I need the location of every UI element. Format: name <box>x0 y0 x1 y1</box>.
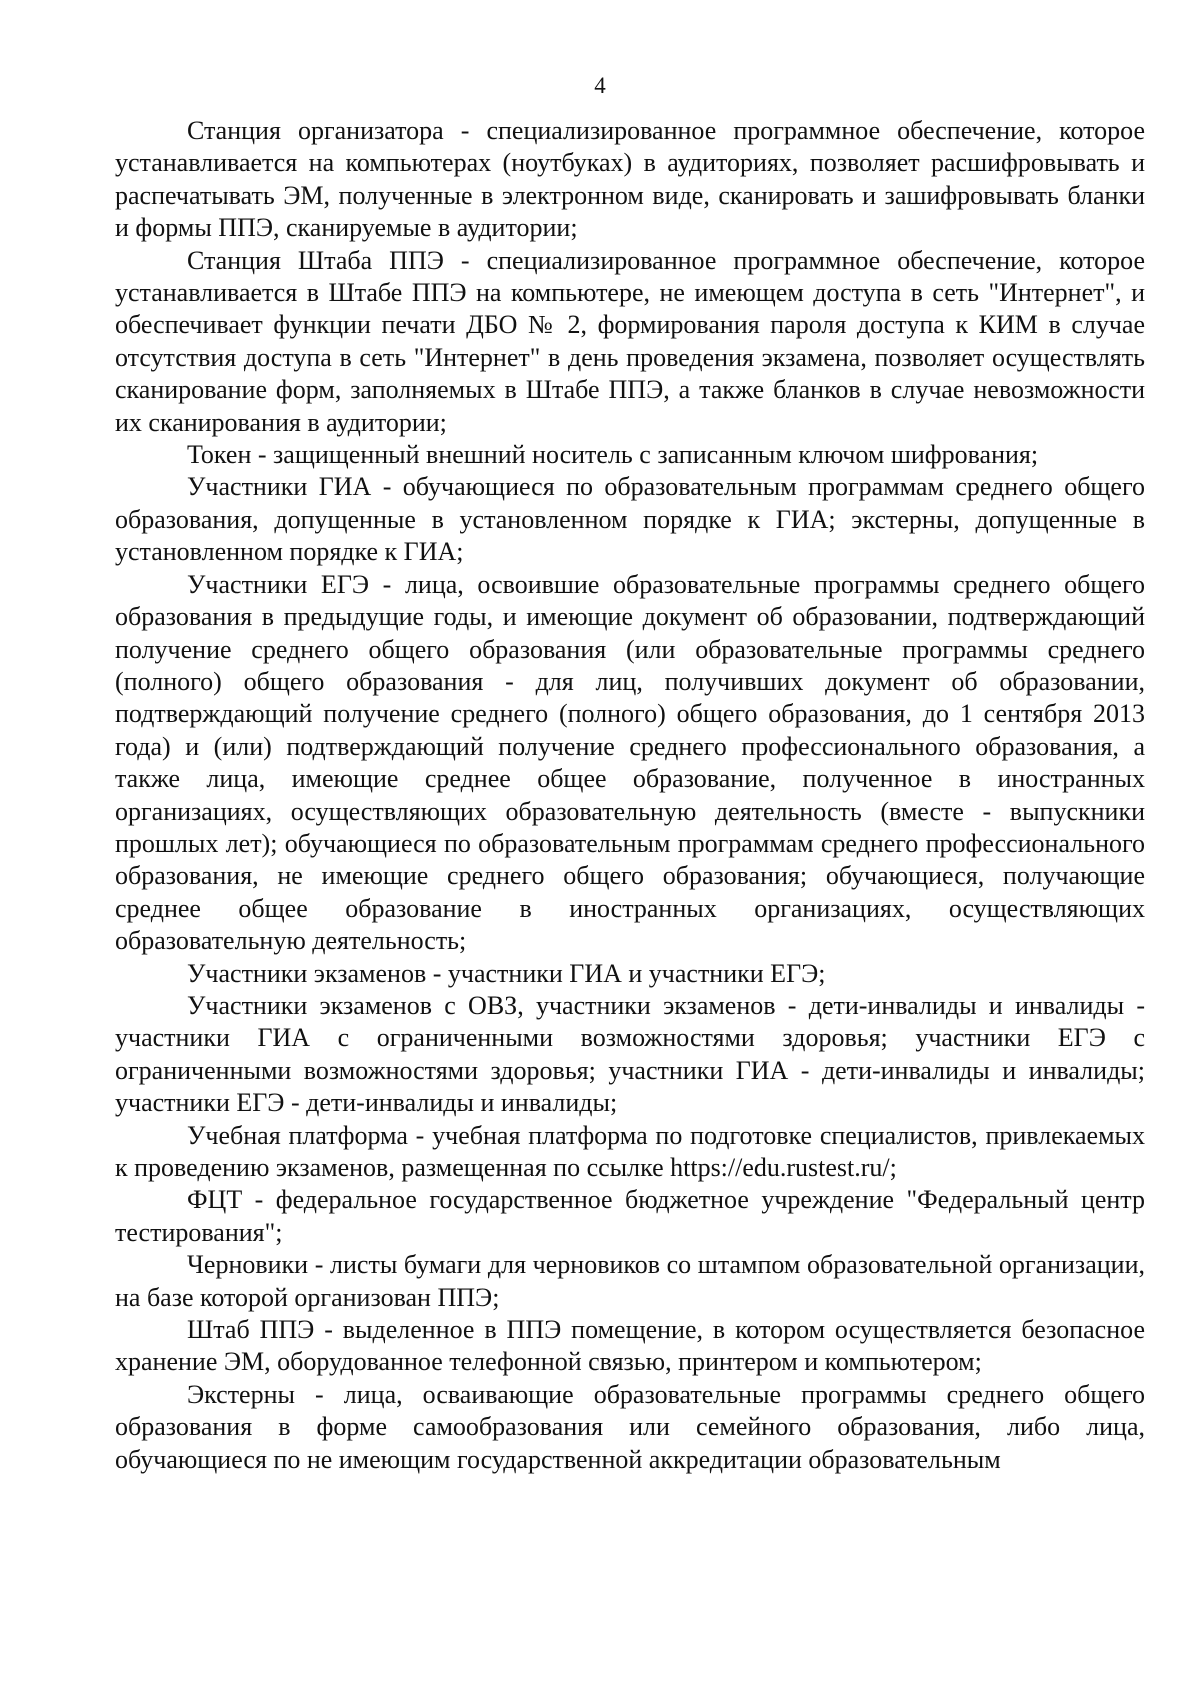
paragraph-participants-ovz: Участники экзаменов с ОВЗ, участники экзаменов - дети-инвалиды и инвалиды - участники ГИА с ограниченными возможностями здоровья; участники ЕГЭ с ограниченными возможностями здоровья; участники ГИА - дети-инвалиды и инвалиды; участники ЕГЭ - дети-инвалиды и инвалиды; <box>115 990 1145 1118</box>
page-number: 4 <box>594 73 606 98</box>
paragraph-externs: Экстерны - лица, осваивающие образовательные программы среднего общего образования в форме самообразования или семейного образования, либо лица, обучающиеся по не имеющим государственной аккредитации образовательным <box>115 1379 1145 1474</box>
paragraph-learning-platform: Учебная платформа - учебная платформа по подготовке специалистов, привлекаемых к проведению экзаменов, размещенная по ссылке https://edu.rustest.ru/; <box>115 1120 1145 1182</box>
paragraph-drafts: Черновики - листы бумаги для черновиков со штампом образовательной организации, на базе которой организован ППЭ; <box>115 1250 1145 1312</box>
paragraph-organizer-station: Станция организатора - специализированное программное обеспечение, которое устанавливается на компьютерах (ноутбуках) в аудиториях, позволяет расшифровывать и распечатывать ЭМ, полученные в электронном виде, сканировать и зашифровывать бланки и формы ППЭ, сканируемые в аудитории; <box>115 116 1145 243</box>
paragraph-hq-station: Станция Штаба ППЭ - специализированное программное обеспечение, которое устанавливается в Штабе ППЭ на компьютере, не имеющем доступа в сеть "Интернет", и обеспечивает функции печати ДБО № 2, формирования пароля доступа к КИМ в случае отсутствия доступа в сеть "Интернет" в день проведения экзамена, позволяет осуществлять сканирование форм, заполняемых в Штабе ППЭ, а также бланков в случае невозможности их сканирования в аудитории; <box>115 245 1145 437</box>
paragraph-hq-room: Штаб ППЭ - выделенное в ППЭ помещение, в котором осуществляется безопасное хранение ЭМ, оборудованное телефонной связью, принтером и компьютером; <box>115 1315 1145 1377</box>
paragraph-ege-participants: Участники ЕГЭ - лица, освоившие образовательные программы среднего общего образования в предыдущие годы, и имеющие документ об образовании, подтверждающий получение среднего общего образования (или образовательные программы среднего (полного) общего образования - для лиц, получивших документ об образовании, подтверждающий получение среднего (полного) общего образования, до 1 сентября 2013 года) и (или) подтверждающий получение среднего профессионального образования, а также лица, имеющие среднее общее образование, полученное в иностранных организациях, осуществляющих образовательную деятельность (вместе - выпускники прошлых лет); обучающиеся по образовательным программам среднего профессионального образования, не имеющие среднего общего образования; обучающиеся, получающие среднее общее образование в иностранных организациях, осуществляющих образовательную деятельность; <box>115 569 1145 956</box>
paragraph-exam-participants: Участники экзаменов - участники ГИА и участники ЕГЭ; <box>187 958 826 988</box>
paragraph-fct: ФЦТ - федеральное государственное бюджетное учреждение "Федеральный центр тестирования"; <box>115 1185 1145 1247</box>
paragraph-gia-participants: Участники ГИА - обучающиеся по образовательным программам среднего общего образования, допущенные в установленном порядке к ГИА; экстерны, допущенные в установленном порядке к ГИА; <box>115 472 1145 567</box>
paragraph-token: Токен - защищенный внешний носитель с записанным ключом шифрования; <box>187 440 1039 470</box>
document-body <box>115 115 1145 1476</box>
